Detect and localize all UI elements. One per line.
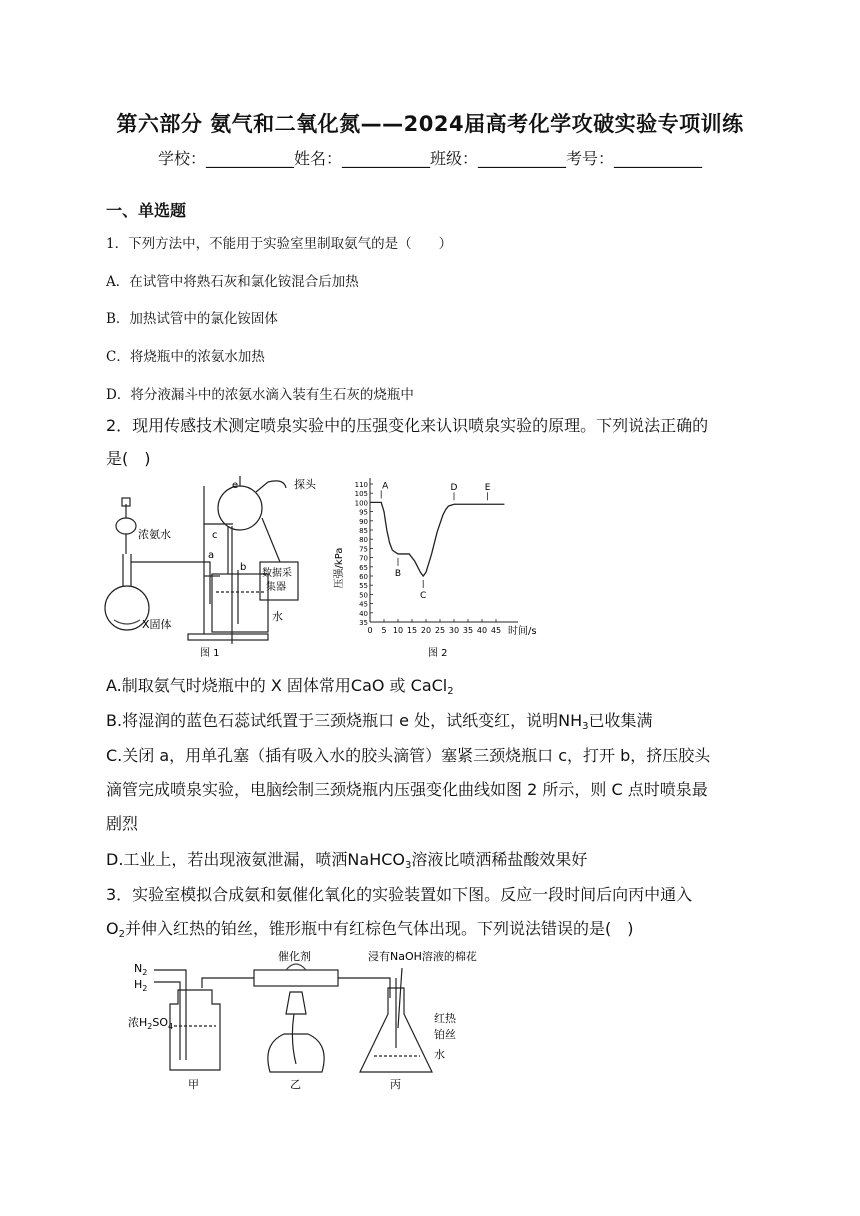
chart-y-tick-label: 70 [359, 554, 368, 563]
q3-figure-apparatus [130, 948, 510, 1096]
chart-y-tick-label: 65 [359, 563, 368, 572]
fig1-ammonia-label: 浓氨水 [138, 528, 171, 541]
school-blank[interactable]: ___________ [205, 149, 294, 168]
fig3-h2-label: $H_2$ [134, 978, 148, 993]
q2-option-a [106, 673, 454, 697]
fig3-cotton-label: 浸有NaOH溶液的棉花 [368, 950, 477, 963]
chart-point-label: A [382, 481, 389, 492]
q1-option-a: A．在试管中将熟石灰和氯化铵混合后加热 [106, 274, 359, 290]
chart-y-tick-label: 110 [354, 481, 368, 489]
q3-formula: O [106, 919, 119, 938]
fig1-e-label: e [232, 480, 239, 491]
chart-x-tick-label: 35 [462, 626, 474, 635]
chart-x-tick-label: 45 [490, 626, 502, 635]
fig3-catalyst-label: 催化剂 [278, 950, 311, 963]
q2-d-subscript: 3 [405, 860, 412, 871]
fig3-water-label: 水 [434, 1048, 445, 1061]
q2-a-text: A.制取氨气时烧瓶中的 X 固体常用 [106, 676, 351, 695]
chart-y-tick-label: 35 [359, 619, 368, 627]
q2-option-c-line1: C.关闭 a，用单孔塞（插有吸入水的胶头滴管）塞紧三颈烧瓶口 c，打开 b，挤压胶头 [106, 746, 711, 765]
fig1-collector-line2: 集器 [266, 582, 286, 593]
q2-d-formula: NaHCO [347, 850, 405, 869]
q2-a-formula2: CaCl [410, 676, 448, 695]
q2-option-d [106, 847, 587, 871]
q1-option-b: B．加热试管中的氯化铵固体 [106, 311, 278, 327]
chart-x-tick-label: 25 [434, 626, 446, 635]
q2-a-or: 或 [384, 676, 411, 695]
chart-x-tick-label: 30 [448, 626, 460, 635]
fig3-bing-label: 丙 [390, 1078, 401, 1091]
chart-y-tick-label: 90 [359, 517, 368, 526]
q2-b-text-end: 已收集满 [588, 711, 653, 730]
chart-x-label: 时间/s [508, 626, 537, 637]
q1-option-d: D．将分液漏斗中的浓氨水滴入装有生石灰的烧瓶中 [106, 387, 414, 403]
chart-y-tick-label: 60 [359, 573, 368, 581]
chart-y-tick-label: 105 [354, 490, 368, 499]
fig1-solid-label: X固体 [142, 618, 172, 631]
chart-y-tick-label: 85 [359, 527, 368, 535]
q2-figure-1 [108, 474, 328, 660]
q3-stem-text: 并伸入红热的铂丝，锥形瓶中有红棕色气体出现。下列说法错误的是( ) [124, 919, 634, 938]
chart-caption: 图 2 [428, 648, 448, 659]
q2-b-subscript: 3 [582, 721, 589, 732]
q1-option-c: C．将烧瓶中的浓氨水加热 [106, 349, 265, 365]
chart-point-label: B [394, 568, 402, 579]
chart-x-tick-label: 40 [476, 626, 488, 635]
exam-no-label: 考号： [566, 149, 615, 168]
chart-x-tick-label: 10 [392, 626, 404, 635]
chart-point-label: C [420, 591, 427, 601]
chart-y-tick-label: 100 [354, 499, 368, 508]
chart-y-tick-label: 55 [359, 582, 368, 591]
document-title: 第六部分 氨气和二氧化氮——2024届高考化学攻破实验专项训练 [116, 112, 744, 136]
chart-x-tick-label: 20 [420, 626, 432, 635]
fig1-water-label: 水 [272, 610, 283, 623]
fig3-n2-label: $N_2$ [134, 962, 148, 977]
chart-x-ticks [367, 619, 501, 635]
chart-y-tick-label: 45 [359, 600, 368, 609]
section-heading: 一、单选题 [106, 201, 187, 220]
q2-d-text-end: 溶液比喷洒稀盐酸效果好 [411, 850, 588, 869]
class-label: 班级： [430, 149, 479, 168]
student-info-row [0, 146, 860, 169]
chart-y-tick-label: 50 [359, 591, 368, 600]
q2-option-c-line3: 剧烈 [106, 814, 139, 833]
q2-figure-2-chart [332, 476, 538, 660]
chart-x-tick-label: 0 [367, 626, 373, 635]
chart-x-tick-label: 5 [381, 626, 387, 635]
q2-option-b [106, 708, 652, 732]
fig3-jia-label: 甲 [188, 1078, 199, 1091]
fig3-acid-label: 浓$H_2SO_4$ [128, 1016, 174, 1031]
name-blank[interactable]: ___________ [342, 149, 430, 168]
q2-a-formula1: CaO [350, 676, 385, 695]
fig1-caption: 图 1 [200, 648, 220, 659]
fig1-a-label: a [208, 550, 215, 561]
chart-y-tick-label: 40 [359, 609, 368, 618]
chart-point-label: E [484, 483, 491, 494]
q2-d-text: D.工业上，若出现液氨泄漏，喷洒 [106, 850, 348, 869]
fig1-b-label: b [240, 562, 247, 573]
school-label: 学校： [157, 149, 206, 168]
q2-a-subscript: 2 [447, 686, 454, 697]
q2-b-text: B.将湿润的蓝色石蕊试纸置于三颈烧瓶口 e 处，试纸变红，说明 [106, 711, 559, 730]
chart-series [370, 502, 504, 576]
q2-stem-line1: 2．现用传感技术测定喷泉实验中的压强变化来认识喷泉实验的原理。下列说法正确的 [106, 416, 709, 435]
class-blank[interactable]: ___________ [478, 149, 567, 168]
chart-point-labels [381, 481, 491, 601]
exam-no-blank[interactable]: ___________ [614, 149, 703, 168]
chart-y-tick-label: 95 [359, 508, 368, 517]
chart-y-tick-label: 75 [359, 545, 368, 554]
q2-stem-line2: 是( ) [106, 449, 151, 468]
chart-y-label: 压强/kPa [334, 547, 345, 589]
chart-pressure-line [370, 502, 504, 576]
fig3-platinum-line2: 铂丝 [434, 1028, 456, 1041]
fig1-c-label: c [212, 530, 218, 541]
q2-option-c-line2: 滴管完成喷泉实验，电脑绘制三颈烧瓶内压强变化曲线如图 2 所示，则 C 点时喷泉最 [106, 780, 708, 799]
fig1-probe-label: 探头 [294, 478, 316, 491]
q2-b-formula: NH [558, 711, 583, 730]
q1-stem: 1．下列方法中，不能用于实验室里制取氨气的是（ ） [106, 236, 453, 252]
chart-x-tick-label: 15 [406, 626, 418, 635]
chart-point-label: D [450, 483, 458, 494]
fig3-yi-label: 乙 [290, 1078, 301, 1091]
fig3-platinum-line1: 红热 [434, 1012, 456, 1025]
chart-y-tick-label: 80 [359, 536, 368, 545]
q3-stem-line2 [106, 916, 633, 940]
q3-stem-line1: 3．实验室模拟合成氨和氨催化氧化的实验装置如下图。反应一段时间后向丙中通入 [106, 885, 693, 904]
q3-subscript: 2 [118, 929, 125, 940]
fig1-collector-line1: 数据采 [262, 568, 292, 579]
name-label: 姓名： [293, 149, 342, 168]
